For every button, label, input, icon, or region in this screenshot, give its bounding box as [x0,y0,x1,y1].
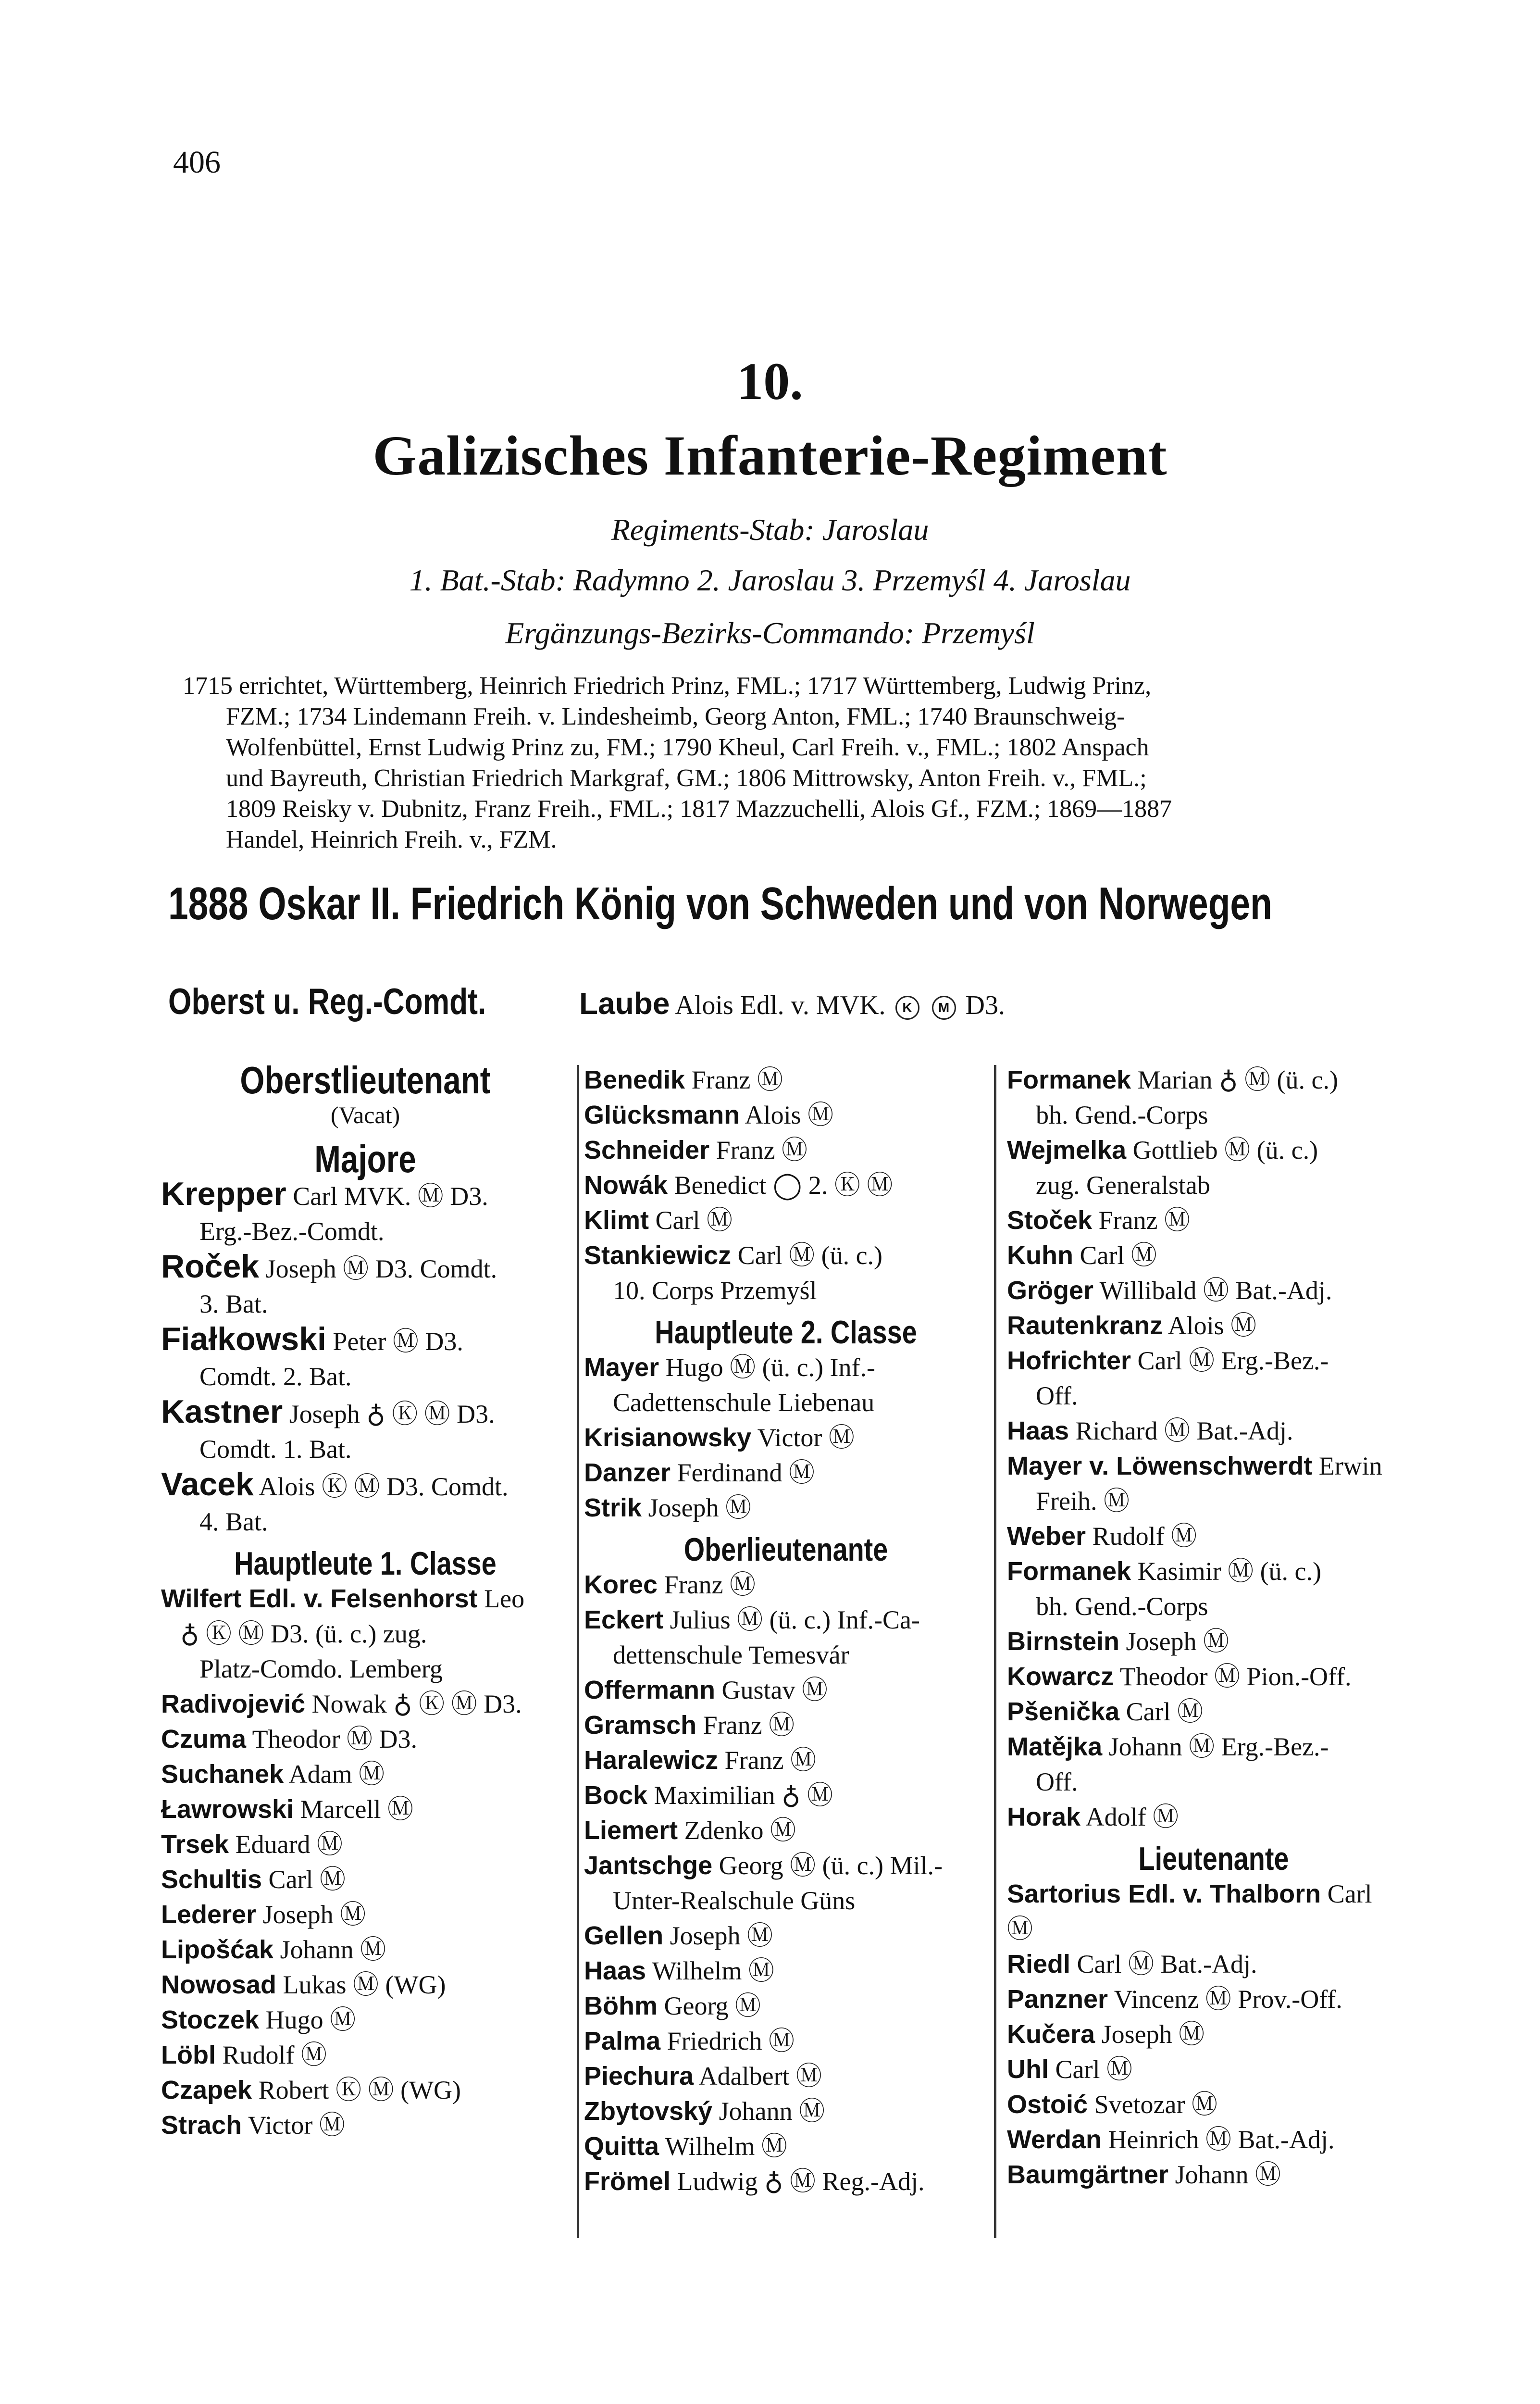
list-item: Radivojević Nowak ♁ Ⓚ Ⓜ D3. [161,1690,522,1718]
list-item: Lipošćak Johann Ⓜ [161,1935,386,1964]
list-item: Czapek Robert Ⓚ Ⓜ (WG) [161,2076,461,2104]
list-item: Horak Adolf Ⓜ [1007,1803,1179,1831]
list-item-cont: Erg.-Bez.-Comdt. [199,1217,385,1246]
section-heading: Hauptleute 1. Classe [234,1545,497,1582]
recruiting-district: Ergänzungs-Bezirks-Commando: Przemyśl [505,616,1035,650]
list-item: Kuhn Carl Ⓜ [1007,1241,1157,1270]
history-line: Wolfenbüttel, Ernst Ludwig Prinz zu, FM.; 1790 Kheul, Carl Freih. v., FML.; 1802 Anspach [226,734,1149,761]
list-item: Kučera Joseph Ⓜ [1007,2020,1205,2049]
list-item-cont: ♁ Ⓚ Ⓜ D3. (ü. c.) zug. [180,1619,427,1648]
page-number: 406 [173,145,221,180]
list-item: Zbytovský Johann Ⓜ [584,2097,825,2126]
list-item: Ostoić Svetozar Ⓜ [1007,2090,1217,2119]
history-line: Handel, Heinrich Freih. v., FZM. [226,826,557,853]
list-item: Haas Wilhelm Ⓜ [584,1956,774,1985]
list-item: Uhl Carl Ⓜ [1007,2055,1132,2084]
list-item: Formanek Kasimir Ⓜ (ü. c.) [1007,1557,1321,1586]
list-item: Birnstein Joseph Ⓜ [1007,1627,1230,1656]
list-item: Panzner Vincenz Ⓜ Prov.-Off. [1007,1985,1342,2014]
medal-m-icon: M [932,996,956,1020]
list-item: Klimt Carl Ⓜ [584,1206,733,1235]
list-item: Danzer Ferdinand Ⓜ [584,1458,815,1487]
list-item-cont: Unter-Realschule Güns [613,1886,856,1915]
list-item: Benedik Franz Ⓜ [584,1065,783,1094]
list-item: Matějka Johann Ⓜ Erg.-Bez.- [1007,1732,1329,1761]
list-item: Krepper Carl MVK. Ⓜ D3. [161,1176,488,1212]
list-item-cont: Comdt. 1. Bat. [199,1435,352,1464]
colonel-name: Laube [579,986,670,1021]
regiment-owner: 1888 Oskar II. Friedrich König von Schweden und von Norwegen [168,878,1272,929]
column-divider [577,1065,579,2238]
column-divider [994,1065,996,2238]
list-item: Gröger Willibald Ⓜ Bat.-Adj. [1007,1276,1332,1305]
list-item: Mayer Hugo Ⓜ (ü. c.) Inf.- [584,1353,875,1382]
list-item: Kowarcz Theodor Ⓜ Pion.-Off. [1007,1662,1352,1691]
list-item: Quitta Wilhelm Ⓜ [584,2132,787,2161]
list-item: Stankiewicz Carl Ⓜ (ü. c.) [584,1241,883,1270]
list-item-cont: 3. Bat. [199,1290,268,1318]
vacat-note: (Vacat) [330,1102,400,1128]
list-item: Bock Maximilian ♁ Ⓜ [584,1781,833,1810]
list-item-cont: bh. Gend.-Corps [1036,1592,1208,1621]
column-3 [1007,1063,1420,2192]
history-line: 1715 errichtet, Württemberg, Heinrich Friedrich Prinz, FML.; 1717 Württemberg, Ludwig Prinz, [183,672,1152,700]
list-item: Baumgärtner Johann Ⓜ [1007,2160,1281,2189]
list-item: Nowosad Lukas Ⓜ (WG) [161,1970,446,1999]
list-item: Nowák Benedict ◯ 2. Ⓚ Ⓜ [584,1171,893,1200]
list-item: Strik Joseph Ⓜ [584,1493,752,1522]
colonel-rank: Oberst u. Reg.-Comdt. [168,981,486,1022]
history-line: 1809 Reisky v. Dubnitz, Franz Freih., FML.; 1817 Mazzuchelli, Alois Gf., FZM.; 1869—1887 [226,795,1172,823]
column-1 [161,1059,570,2143]
list-item: Eckert Julius Ⓜ (ü. c.) Inf.-Ca- [584,1605,920,1634]
list-item: Czuma Theodor Ⓜ D3. [161,1725,417,1753]
list-item: Rautenkranz Alois Ⓜ [1007,1311,1257,1340]
history-line: und Bayreuth, Christian Friedrich Markgraf, GM.; 1806 Mittrowsky, Anton Freih. v., FML.; [226,764,1147,792]
list-item: Liemert Zdenko Ⓜ [584,1816,796,1845]
list-item: Werdan Heinrich Ⓜ Bat.-Adj. [1007,2125,1335,2154]
colonel-suffix: D3. [965,990,1005,1020]
list-item: Palma Friedrich Ⓜ [584,2027,795,2055]
list-item: Korec Franz Ⓜ [584,1570,756,1599]
list-item: Jantschge Georg Ⓜ (ü. c.) Mil.- [584,1851,943,1880]
regiment-name: Galizisches Infanterie-Regiment [373,424,1167,487]
list-item: Riedl Carl Ⓜ Bat.-Adj. [1007,1950,1257,1978]
regiment-staff: Regiments-Stab: Jaroslau [611,513,929,547]
list-item: Offermann Gustav Ⓜ [584,1676,828,1704]
list-item: Lederer Joseph Ⓜ [161,1900,366,1929]
list-item: Pšenička Carl Ⓜ [1007,1697,1204,1726]
section-heading: Oberstlieutenant [240,1059,491,1102]
list-item-cont: Off. [1036,1381,1078,1410]
list-item-cont: Off. [1036,1767,1078,1796]
list-item: Stoczek Hugo Ⓜ [161,2005,356,2034]
list-item: Glücksmann Alois Ⓜ [584,1101,834,1129]
list-item: Schneider Franz Ⓜ [584,1136,808,1164]
list-item: Böhm Georg Ⓜ [584,1991,761,2020]
order-k-icon: K [895,996,919,1020]
list-item-cont: Freih. Ⓜ [1036,1487,1130,1515]
list-item-cont: zug. Generalstab [1036,1171,1210,1200]
list-item: Frömel Ludwig ♁ Ⓜ Reg.-Adj. [584,2167,925,2196]
regiment-history [183,671,1413,855]
column-2 [584,1063,988,2199]
list-item: Ławrowski Marcell Ⓜ [161,1795,413,1824]
list-item: Gramsch Franz Ⓜ [584,1711,795,1740]
section-heading: Oberlieutenante [683,1531,888,1568]
list-item: Schultis Carl Ⓜ [161,1865,346,1894]
list-item: Roček Joseph Ⓜ D3. Comdt. [161,1248,497,1285]
list-item-cont: dettenschule Temesvár [613,1640,849,1669]
list-item-cont: 10. Corps Przemyśl [613,1276,817,1305]
list-item: Hofrichter Carl Ⓜ Erg.-Bez.- [1007,1346,1329,1375]
list-item: Wejmelka Gottlieb Ⓜ (ü. c.) [1007,1136,1318,1164]
list-item: Suchanek Adam Ⓜ [161,1760,385,1789]
list-item: Kastner Joseph ♁ Ⓚ Ⓜ D3. [161,1393,495,1430]
list-item-cont: Ⓜ [1007,1915,1033,1943]
list-item-cont: bh. Gend.-Corps [1036,1101,1208,1129]
list-item: Trsek Eduard Ⓜ [161,1830,343,1859]
list-item-cont: Cadettenschule Liebenau [613,1388,875,1417]
list-item: Wilfert Edl. v. Felsenhorst Leo [161,1584,525,1613]
section-heading: Lieutenante [1138,1841,1289,1877]
list-item: Haas Richard Ⓜ Bat.-Adj. [1007,1416,1293,1445]
list-item: Formanek Marian ♁ Ⓜ (ü. c.) [1007,1065,1338,1094]
regiment-number: 10. [737,352,803,411]
list-item-cont: Comdt. 2. Bat. [199,1362,352,1391]
list-item: Krisianowsky Victor Ⓜ [584,1423,855,1452]
list-item: Vacek Alois Ⓚ Ⓜ D3. Comdt. [161,1466,509,1502]
list-item-cont: Platz-Comdo. Lemberg [199,1654,443,1683]
colonel-details: Alois Edl. v. MVK. [675,990,886,1020]
list-item: Gellen Joseph Ⓜ [584,1921,773,1950]
colonel-entry [579,986,1005,1021]
list-item: Strach Victor Ⓜ [161,2111,345,2140]
list-item: Sartorius Edl. v. Thalborn Carl [1007,1879,1372,1908]
list-item: Weber Rudolf Ⓜ [1007,1522,1197,1551]
list-item-cont: 4. Bat. [199,1507,268,1536]
history-line: FZM.; 1734 Lindemann Freih. v. Lindesheimb, Georg Anton, FML.; 1740 Braunschweig- [226,703,1125,730]
list-item: Haralewicz Franz Ⓜ [584,1746,817,1775]
list-item: Piechura Adalbert Ⓜ [584,2062,822,2091]
section-heading: Hauptleute 2. Classe [655,1314,917,1351]
list-item: Fiałkowski Peter Ⓜ D3. [161,1321,463,1357]
battalion-staff: 1. Bat.-Stab: Radymno 2. Jaroslau 3. Przemyśl 4. Jaroslau [409,563,1131,597]
section-heading: Majore [314,1138,416,1180]
list-item: Mayer v. Löwenschwerdt Erwin [1007,1452,1382,1480]
list-item: Stoček Franz Ⓜ [1007,1206,1191,1235]
list-item: Löbl Rudolf Ⓜ [161,2041,327,2069]
